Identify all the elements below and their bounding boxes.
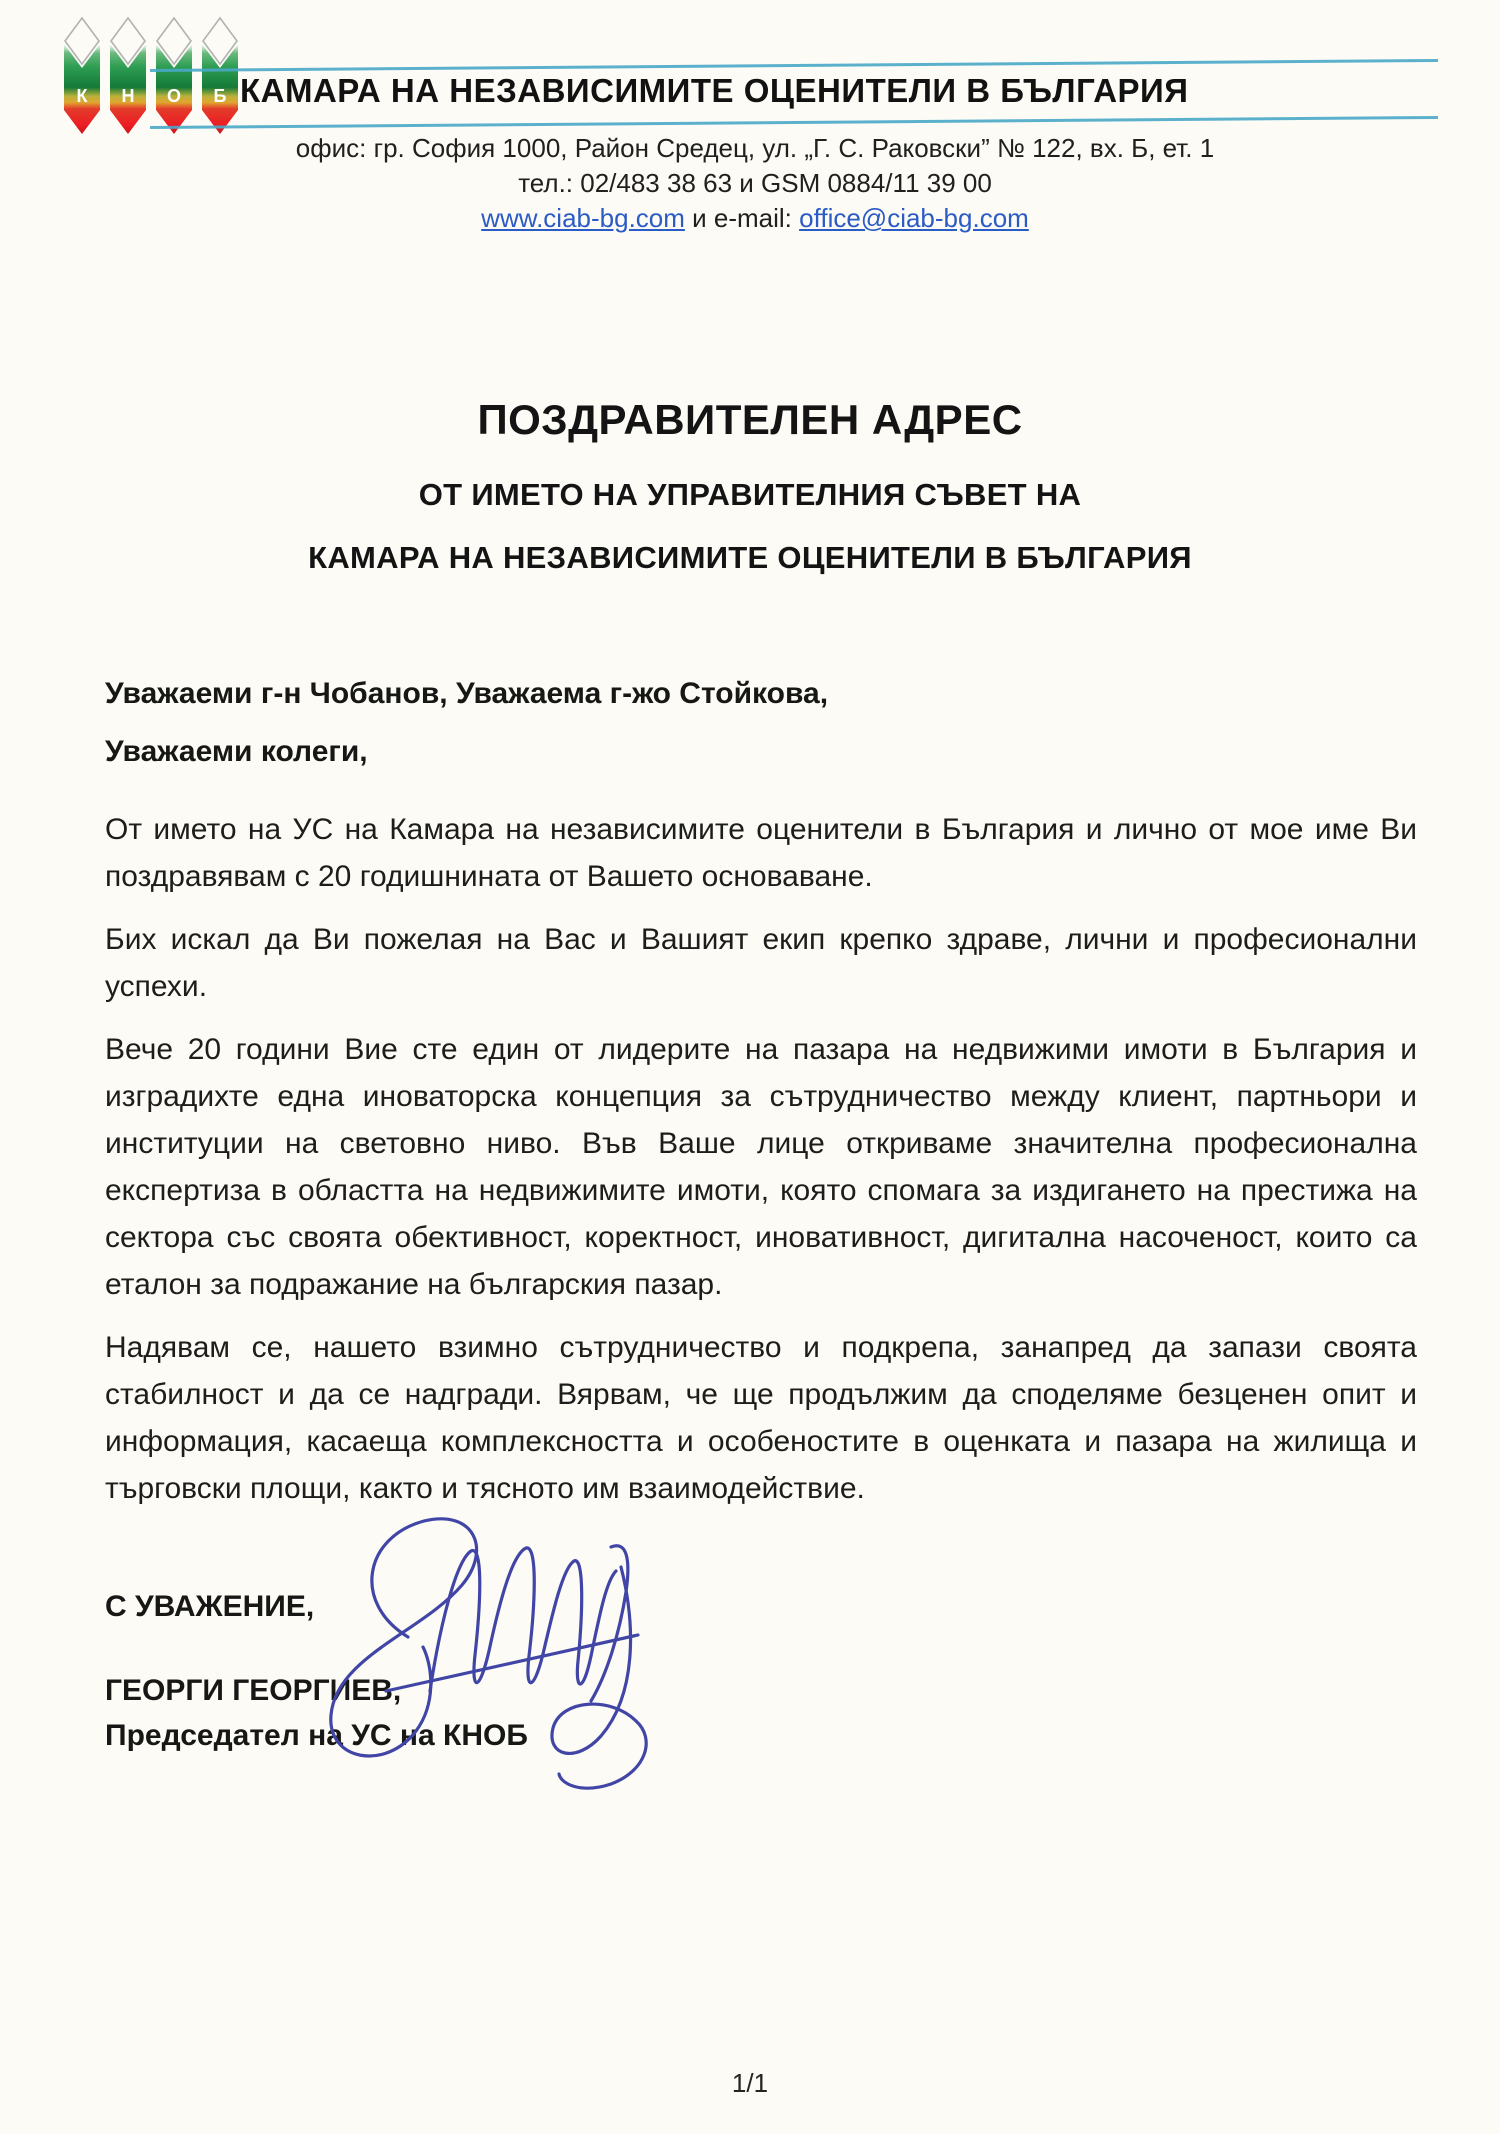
- document-subtitle-1: ОТ ИМЕТО НА УПРАВИТЕЛНИЯ СЪВЕТ НА: [418, 477, 1082, 512]
- salutation-block: [105, 674, 1415, 772]
- letter-body: [105, 806, 1417, 1512]
- contact-web-line: [100, 201, 1410, 236]
- logo-letter-b: Б: [213, 86, 227, 106]
- handwritten-signature: [290, 1505, 665, 1810]
- signatory-name: ГЕОРГИ ГЕОРГИЕВ,: [105, 1674, 402, 1707]
- closing-line: С УВАЖЕНИЕ,: [105, 1590, 315, 1623]
- email-link[interactable]: office@ciab-bg.com: [799, 203, 1029, 233]
- org-name: КАМАРА НА НЕЗАВИСИМИТЕ ОЦЕНИТЕЛИ В БЪЛГАРИЯ: [240, 72, 1189, 109]
- paragraph-1: От името на УС на Камара на независимите оценители в България и лично от мое име Ви поздравявам с 20 годишнината от Вашето основаване.: [105, 813, 1417, 893]
- contact-phone: тел.: 02/483 38 63 и GSM 0884/11 39 00: [518, 168, 992, 198]
- logo-letter-o: О: [166, 86, 182, 106]
- website-link[interactable]: www.ciab-bg.com: [481, 203, 685, 233]
- document-title: ПОЗДРАВИТЕЛЕН АДРЕС: [477, 396, 1023, 443]
- paragraph-4: Надявам се, нашето взимно сътрудничество и подкрепа, занапред да запази своята стабилност и да се надгради. Вярвам, че ще продължим да споделяме безценен опит и информация, касаеща комплексността и особеностите в оценката и пазара на жилища и търговски площи, както и тясното им взаимодействие.: [105, 1331, 1417, 1505]
- paragraph-3: Вече 20 години Вие сте един от лидерите на пазара на недвижими имоти в България и изградихте една иноваторска концепция за сътрудничество между клиент, партньори и институции на световно ниво. Във Ваше лице откриваме значителна професионална експертиза в областта на недвижимите имоти, която спомага за издигането на престижа на сектора със своята обективност, коректност, иновативност, дигитална насоченост, които са еталон за подражание на българския пазар.: [105, 1033, 1417, 1301]
- page-number: 1/1: [731, 2068, 769, 2098]
- document-subtitle-2: КАМАРА НА НЕЗАВИСИМИТЕ ОЦЕНИТЕЛИ В БЪЛГАРИЯ: [308, 540, 1192, 575]
- title-block: [95, 396, 1405, 576]
- signatory-role: Председател на УС на КНОБ: [105, 1719, 528, 1752]
- web-email-separator: и e-mail:: [684, 203, 800, 233]
- flag-ribbon-1: [64, 18, 100, 134]
- signatory-block: [105, 1668, 528, 1758]
- logo-letter-k: К: [76, 86, 88, 106]
- header-rule-bottom: [150, 116, 1438, 129]
- contact-address: офис: гр. София 1000, Район Средец, ул. „Г. С. Раковски” № 122, вх. Б, ет. 1: [295, 133, 1215, 163]
- paragraph-2: Бих искал да Ви пожелая на Вас и Вашият екип крепко здраве, лични и професионални успехи.: [105, 923, 1417, 1003]
- flag-ribbon-2: [110, 18, 146, 134]
- header-rule-top: [150, 59, 1438, 72]
- logo-letter-n: Н: [121, 86, 135, 106]
- flag-ribbon-3: [156, 18, 192, 134]
- salutation-line-1: Уважаеми г-н Чобанов, Уважаема г-жо Стойкова,: [105, 677, 829, 710]
- contact-block: [100, 131, 1410, 236]
- flag-ribbon-4: [202, 18, 238, 134]
- salutation-line-2: Уважаеми колеги,: [105, 735, 368, 768]
